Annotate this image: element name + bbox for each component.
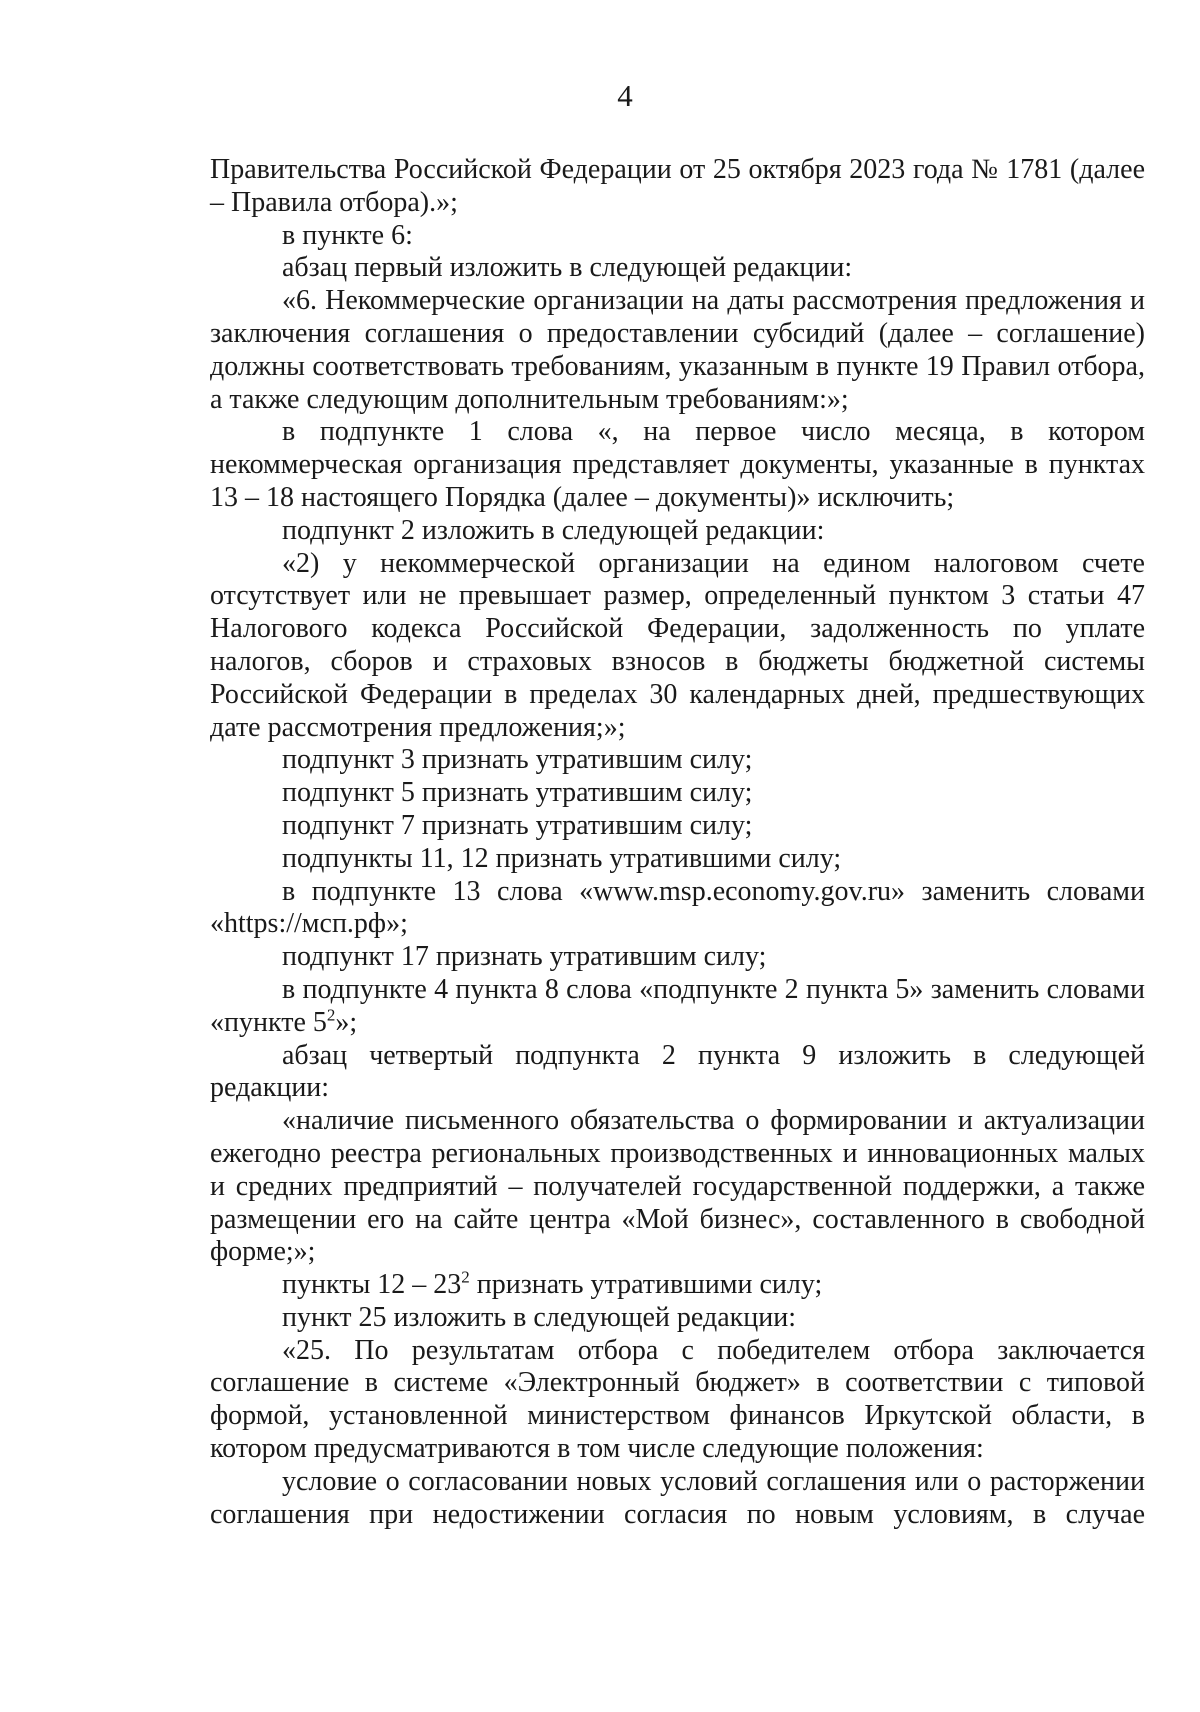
text-run: »; — [335, 1006, 358, 1038]
paragraph: абзац четвертый подпункта 2 пункта 9 изложить в следующей редакции: — [210, 1039, 1145, 1104]
page-number: 4 — [617, 78, 633, 113]
paragraph-continuation: Правительства Российской Федерации от 25 октября 2023 года № 1781 (далее – Правила отбора).»; — [210, 154, 1145, 218]
paragraph-continues-next-page: условие о согласовании новых условий соглашения или о расторжении соглашения при недостижении согласия по новым условиям, в случае — [210, 1465, 1145, 1530]
paragraph-quote: «6. Некоммерческие организации на даты рассмотрения предложения и заключения соглашения о предоставлении субсидий (далее – соглашение) должны соответствовать требованиям, указанным в пункте 19 Правил отбора, а также следующим дополнительным требованиям:»; — [210, 285, 1145, 415]
paragraph-quote: «25. По результатам отбора с победителем отбора заключается соглашение в системе «Электронный бюджет» в соответствии с типовой формой, установленной министерством финансов Иркутской области, в котором предусматриваются в том числе следующие положения: — [210, 1334, 1145, 1465]
paragraph: подпункты 11, 12 признать утратившими силу; — [282, 842, 842, 874]
paragraph-quote: «наличие письменного обязательства о формировании и актуализации ежегодно реестра региональных производственных и инновационных малых и средних предприятий – получателей государственной поддержки, а также размещении его на сайте центра «Мой бизнес», составленного в свободной форме;»; — [210, 1105, 1145, 1268]
superscript: 2 — [461, 1267, 470, 1287]
paragraph: в подпункте 13 слова «www.msp.economy.gov.ru» заменить словами «https://мсп.рф»; — [210, 875, 1145, 940]
text-run: пункты 12 – 23 — [282, 1269, 462, 1301]
text-run: признать утратившими силу; — [469, 1269, 823, 1301]
paragraph: абзац первый изложить в следующей редакции: — [282, 252, 853, 284]
paragraph-quote: «2) у некоммерческой организации на едином налоговом счете отсутствует или не превышает размер, определенный пунктом 3 статьи 47 Налогового кодекса Российской Федерации, задолженность по уплате налогов, сборов и страховых взносов в бюджеты бюджетной системы Российской Федерации в пределах 30 календарных дней, предшествующих дате рассмотрения предложения;»; — [210, 547, 1145, 743]
paragraph: подпункт 2 изложить в следующей редакции: — [282, 514, 825, 546]
text-run: в подпункте 4 пункта 8 слова «подпункте 2 пункта 5» заменить словами «пункте 5 — [210, 973, 1145, 1038]
paragraph: подпункт 3 признать утратившим силу; — [282, 744, 753, 776]
paragraph: подпункт 7 признать утратившим силу; — [282, 809, 753, 841]
paragraph: в пункте 6: — [282, 219, 413, 251]
paragraph-with-superscript — [210, 1269, 1145, 1302]
paragraph: в подпункте 1 слова «, на первое число месяца, в котором некоммерческая организация представляет документы, указанные в пунктах 13 – 18 настоящего Порядка (далее – документы)» исключить; — [210, 416, 1145, 513]
superscript: 2 — [326, 1005, 336, 1025]
document-body — [210, 154, 1145, 1531]
paragraph: подпункт 17 признать утратившим силу; — [282, 941, 767, 973]
paragraph-with-superscript — [210, 974, 1145, 1040]
paragraph: подпункт 5 признать утратившим силу; — [282, 777, 753, 809]
paragraph: пункт 25 изложить в следующей редакции: — [282, 1301, 796, 1333]
